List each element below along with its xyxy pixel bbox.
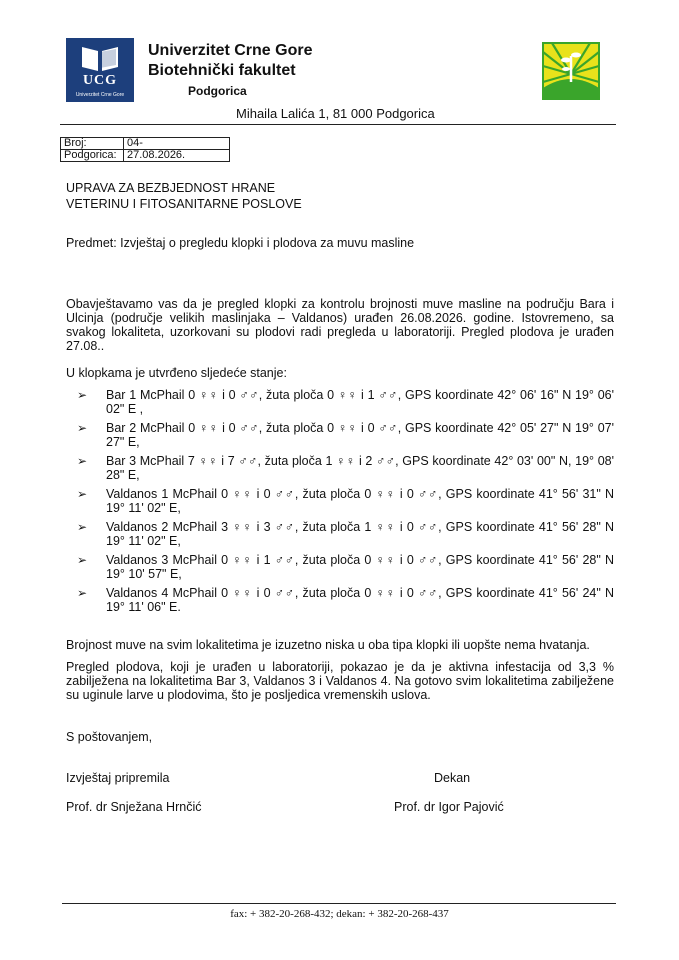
signature-left-role: Izvještaj pripremila: [66, 771, 170, 785]
ref-label-date: Podgorica:: [61, 150, 124, 162]
arrow-bullet-icon: ➢: [77, 421, 88, 435]
conclusion-paragraph-1: Brojnost muve na svim lokalitetima je izuzetno niska u oba tipa klopki ili uopšte nema hvatanja.: [66, 638, 590, 652]
footer-contact: fax: + 382-20-268-432; dekan: + 382-20-268-437: [230, 908, 449, 920]
ref-label-number: Broj:: [61, 138, 124, 150]
list-item: ➢ Bar 2 McPhail 0 ♀♀ i 0 ♂♂, žuta ploča 0 ♀♀ i 0 ♂♂, GPS koordinate 42° 05' 27" N 19° 07' 27" E,: [77, 421, 614, 449]
book-icon: [80, 43, 120, 73]
faculty-name: Biotehnički fakultet: [148, 62, 296, 79]
ref-value-date: 27.08.2026.: [124, 150, 230, 162]
subject-line: Predmet: Izvještaj o pregledu klopki i plodova za muvu masline: [66, 236, 415, 250]
table-row: [61, 150, 230, 162]
arrow-bullet-icon: ➢: [77, 388, 88, 402]
recipient-block: [66, 180, 302, 212]
arrow-bullet-icon: ➢: [77, 586, 88, 600]
university-name: Univerzitet Crne Gore: [148, 42, 313, 59]
ucg-logo-subtext: Univerzitet Crne Gore: [75, 92, 125, 98]
header-city: Podgorica: [188, 84, 247, 98]
list-item: ➢ Valdanos 4 McPhail 0 ♀♀ i 0 ♂♂, žuta ploča 0 ♀♀ i 0 ♂♂, GPS koordinate 41° 56' 24" N 19° 11' 06" E.: [77, 586, 614, 614]
footer-divider: [62, 903, 616, 904]
list-item: ➢ Bar 3 McPhail 7 ♀♀ i 7 ♂♂, žuta ploča 1 ♀♀ i 2 ♂♂, GPS koordinate 42° 03' 00" N, 19° 08' 28" E,: [77, 454, 614, 482]
signature-left-name: Prof. dr Snježana Hrnčić: [66, 800, 202, 814]
arrow-bullet-icon: ➢: [77, 487, 88, 501]
conclusion-paragraph-2: Pregled plodova, koji je urađen u laboratoriji, pokazao je da je aktivna infestacija od 3,3 % zabilježena na lokalitetima Bar 3, Valdanos 3 i Valdanos 4. Na gotovo svim lokalitetima zabilježene su uginule larve u plodovima, što je posljedica vremenskih uslova.: [66, 660, 614, 702]
state-intro: U klopkama je utvrđeno sljedeće stanje:: [66, 366, 287, 380]
intro-paragraph: Obavještavamo vas da je pregled klopki za kontrolu brojnosti muve masline na području Bara i Ulcinja (područje velikih maslinjaka – Valdanos) urađen 26.08.2026. godine. Istovremeno, sa svakog lokaliteta, uzorkovani su plodovi radi pregleda u laboratoriji. Pregled plodova je urađen 27.08..: [66, 297, 614, 353]
trap-results-list: [66, 388, 614, 614]
list-item: ➢ Valdanos 2 McPhail 3 ♀♀ i 3 ♂♂, žuta ploča 1 ♀♀ i 0 ♂♂, GPS koordinate 41° 56' 28" N 19° 11' 02" E,: [77, 520, 614, 548]
arrow-bullet-icon: ➢: [77, 520, 88, 534]
reference-table: [60, 137, 230, 162]
ucg-logo: [66, 38, 134, 102]
signature-right-role: Dekan: [434, 771, 471, 785]
table-row: [61, 138, 230, 150]
closing-salutation: S poštovanjem,: [66, 730, 153, 744]
arrow-bullet-icon: ➢: [77, 454, 88, 468]
list-item: ➢ Valdanos 3 McPhail 0 ♀♀ i 1 ♂♂, žuta ploča 0 ♀♀ i 0 ♂♂, GPS koordinate 41° 56' 28" N 19° 10' 57" E,: [77, 553, 614, 581]
ucg-logo-text: UCG: [82, 73, 118, 88]
recipient-line-2: VETERINU I FITOSANITARNE POSLOVE: [66, 197, 302, 211]
header-address: Mihaila Lalića 1, 81 000 Podgorica: [236, 106, 435, 121]
signature-right-name: Prof. dr Igor Pajović: [394, 800, 504, 814]
recipient-line-1: UPRAVA ZA BEZBJEDNOST HRANE: [66, 181, 276, 195]
biotechnical-faculty-logo-icon: [542, 42, 600, 100]
list-item: ➢ Bar 1 McPhail 0 ♀♀ i 0 ♂♂, žuta ploča 0 ♀♀ i 1 ♂♂, GPS koordinate 42° 06' 16" N 19° 06' 02" E ,: [77, 388, 614, 416]
header-divider: [60, 124, 616, 125]
arrow-bullet-icon: ➢: [77, 553, 88, 567]
list-item: ➢ Valdanos 1 McPhail 0 ♀♀ i 0 ♂♂, žuta ploča 0 ♀♀ i 0 ♂♂, GPS koordinate 41° 56' 31" N 19° 11' 02" E,: [77, 487, 614, 515]
ref-value-number: 04-: [124, 138, 230, 150]
